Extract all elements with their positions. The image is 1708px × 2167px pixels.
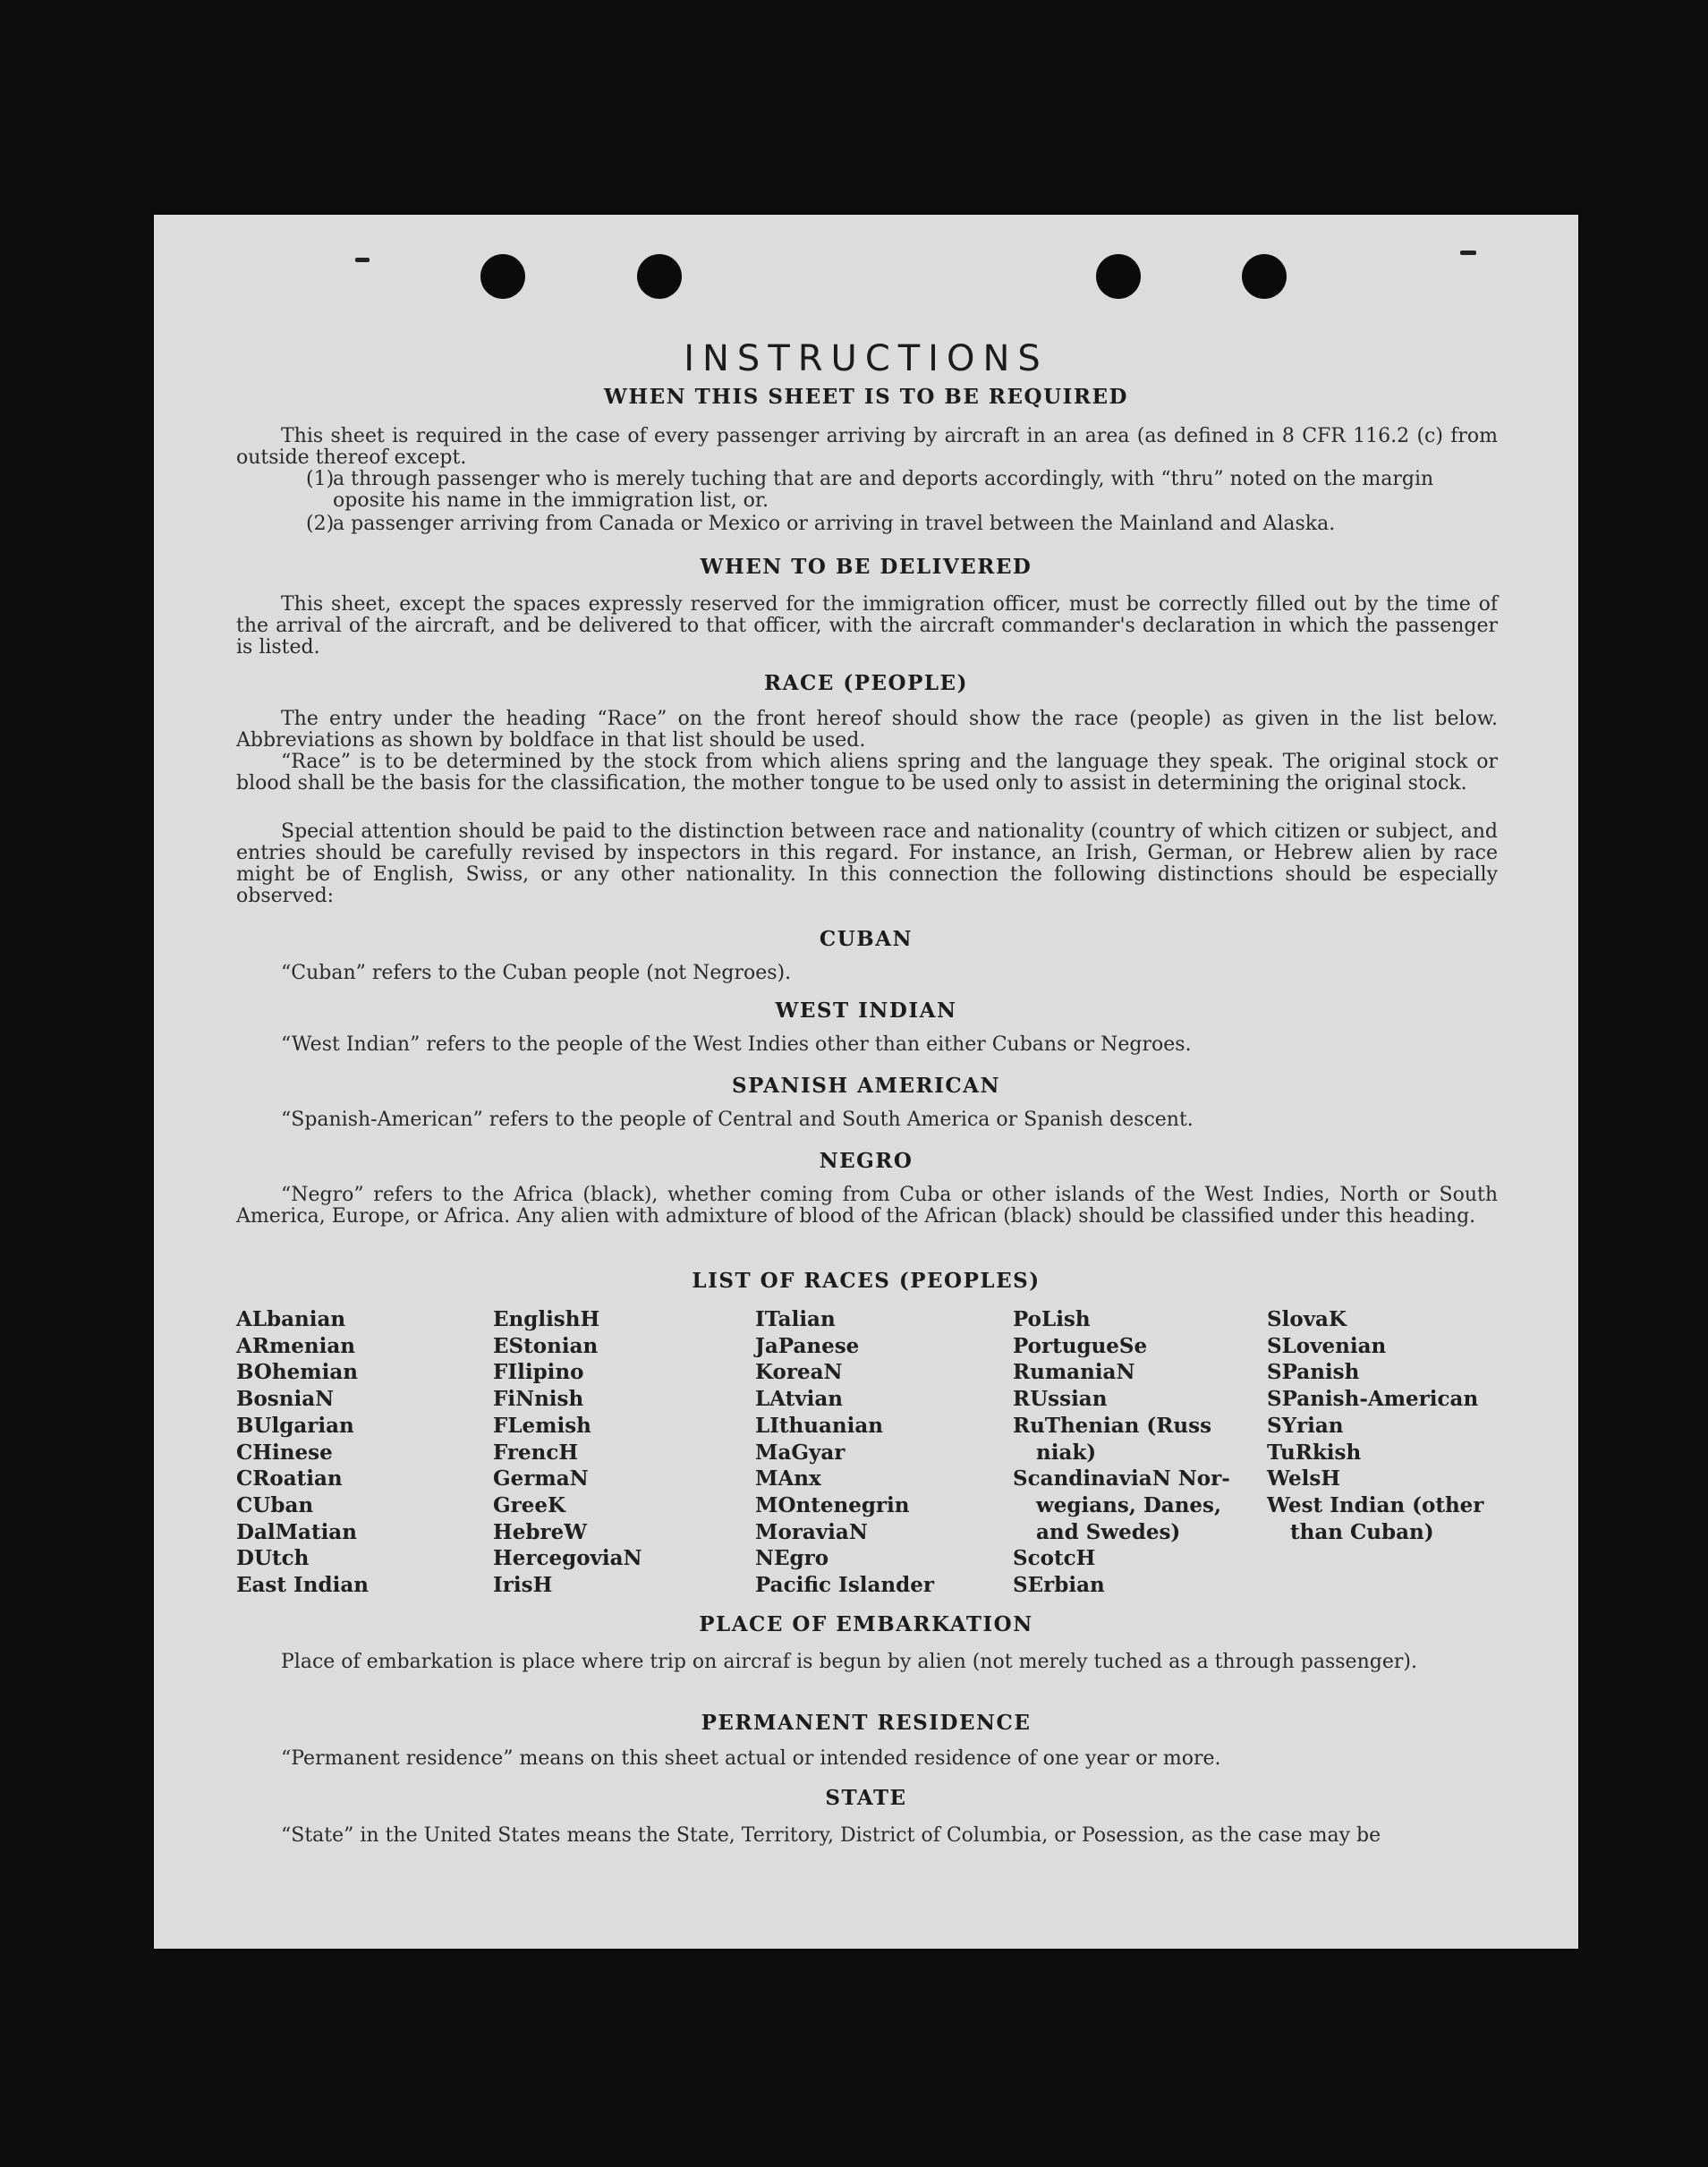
race-column: [236, 1306, 369, 1599]
paragraph-when-required: This sheet is required in the case of every passenger arriving by aircraft in an area (as defined in 8 CFR 116.2 (c) from outside thereof except.: [236, 425, 1498, 469]
list-item: SYrian: [1267, 1413, 1344, 1438]
list-item: SlovaK: [1267, 1307, 1347, 1331]
race-column: [1013, 1306, 1230, 1599]
paragraph-west-indian: “West Indian” refers to the people of the West Indies other than either Cubans or Negroes.: [281, 1033, 1192, 1056]
race-column: [755, 1306, 934, 1599]
list-item: than Cuban): [1290, 1519, 1434, 1544]
list-item: RumaniaN: [1013, 1360, 1135, 1385]
list-item: (1) a through passenger who is merely tuching that are and deports accordingly, with “thru” noted on the margin oposite his name in the immigration list, or.: [306, 468, 1434, 512]
list-item: and Swedes): [1036, 1519, 1181, 1544]
punch-hole: [1242, 254, 1287, 299]
list-item: MOntenegrin: [755, 1492, 910, 1517]
list-item: ARmenian: [236, 1333, 356, 1358]
list-item: East Indian: [236, 1573, 369, 1598]
list-item: ScandinaviaN Nor-: [1013, 1466, 1230, 1491]
page-title: INSTRUCTIONS: [684, 338, 1049, 379]
list-item: ALbanian: [236, 1307, 346, 1331]
list-item: FrencH: [493, 1440, 579, 1465]
list-item: SPanish-American: [1267, 1387, 1479, 1412]
paragraph-state: “State” in the United States means the State, Territory, District of Columbia, or Posession, as the case may be: [281, 1824, 1381, 1847]
paragraph-negro: “Negro” refers to the Africa (black), whether coming from Cuba or other islands of the West Indies, North or South America, Europe, or Africa. Any alien with admixture of blood of the African (black) should be classified under this heading.: [236, 1184, 1498, 1228]
list-item: SPanish: [1267, 1360, 1360, 1385]
list-item: HercegoviaN: [493, 1546, 642, 1571]
paragraph-race-3: Special attention should be paid to the distinction between race and nationality (country of which citizen or subject, and entries should be carefully revised by inspectors in this regard. For instance, an Irish, German, or Hebrew alien by race might be of English, Swiss, or any other nationality. In this connection the following distinctions should be especially observed:: [236, 820, 1498, 907]
list-item: PortugueSe: [1013, 1333, 1148, 1358]
heading-west-indian: WEST INDIAN: [775, 999, 957, 1023]
race-list: [236, 1306, 1507, 1602]
list-item: PoLish: [1013, 1307, 1091, 1331]
list-item: ITalian: [755, 1307, 836, 1331]
list-item: SErbian: [1013, 1573, 1105, 1598]
list-item: EnglishH: [493, 1307, 600, 1331]
list-item: Pacific Islander: [755, 1573, 934, 1598]
list-item: TuRkish: [1267, 1440, 1362, 1465]
paper-mark: [1460, 251, 1476, 255]
list-item: NEgro: [755, 1546, 829, 1571]
heading-embarkation: PLACE OF EMBARKATION: [699, 1612, 1033, 1636]
list-item: IrisH: [493, 1573, 553, 1598]
race-column: [493, 1306, 642, 1599]
list-item: EStonian: [493, 1333, 599, 1358]
list-item: DalMatian: [236, 1519, 357, 1544]
list-item: wegians, Danes,: [1036, 1492, 1221, 1517]
heading-when-required: WHEN THIS SHEET IS TO BE REQUIRED: [604, 385, 1128, 409]
list-item: WelsH: [1267, 1466, 1341, 1491]
heading-when-delivered: WHEN TO BE DELIVERED: [700, 555, 1032, 579]
list-item: DUtch: [236, 1546, 310, 1571]
list-item: niak): [1036, 1440, 1097, 1465]
punch-hole: [637, 254, 682, 299]
list-item: GermaN: [493, 1466, 589, 1491]
list-item: West Indian (other: [1267, 1492, 1484, 1517]
heading-negro: NEGRO: [819, 1149, 913, 1173]
list-item: FiNnish: [493, 1387, 584, 1412]
heading-state: STATE: [825, 1786, 907, 1810]
list-item: ScotcH: [1013, 1546, 1096, 1571]
list-item: JaPanese: [755, 1333, 860, 1358]
heading-spanish-american: SPANISH AMERICAN: [731, 1074, 1001, 1098]
list-item: RUssian: [1013, 1387, 1108, 1412]
list-item: MoraviaN: [755, 1519, 868, 1544]
list-item: SLovenian: [1267, 1333, 1387, 1358]
list-item: CHinese: [236, 1440, 333, 1465]
heading-list-of-races: LIST OF RACES (PEOPLES): [692, 1269, 1041, 1293]
list-item: BosniaN: [236, 1387, 335, 1412]
list-item: KoreaN: [755, 1360, 843, 1385]
list-item: FLemish: [493, 1413, 591, 1438]
paragraph-cuban: “Cuban” refers to the Cuban people (not Negroes).: [281, 962, 792, 984]
list-item: BOhemian: [236, 1360, 358, 1385]
list-item: MAnx: [755, 1466, 821, 1491]
paragraph-when-delivered: This sheet, except the spaces expressly reserved for the immigration officer, must be correctly filled out by the time of the arrival of the aircraft, and be delivered to that officer, with the aircraft commander's declaration in which the passenger is listed.: [236, 593, 1498, 659]
list-item: CUban: [236, 1492, 314, 1517]
punch-hole: [1096, 254, 1141, 299]
race-column: [1267, 1306, 1483, 1545]
instruction-sheet: [154, 215, 1578, 1949]
paragraph-spanish-american: “Spanish-American” refers to the people of Central and South America or Spanish descent.: [281, 1109, 1194, 1131]
paragraph-race-1: The entry under the heading “Race” on the front hereof should show the race (people) as given in the list below. Abbreviations as shown by boldface in that list should be used.: [236, 708, 1498, 752]
heading-cuban: CUBAN: [819, 927, 913, 951]
list-item: LAtvian: [755, 1387, 843, 1412]
list-item: GreeK: [493, 1492, 566, 1517]
list-item: MaGyar: [755, 1440, 846, 1465]
list-item: FIlipino: [493, 1360, 584, 1385]
list-item: LIthuanian: [755, 1413, 883, 1438]
list-item: BUlgarian: [236, 1413, 354, 1438]
heading-race: RACE (PEOPLE): [764, 671, 968, 695]
paragraph-race-2: “Race” is to be determined by the stock from which aliens spring and the language they speak. The original stock or blood shall be the basis for the classification, the mother tongue to be used only to assist in determining the original stock.: [236, 751, 1498, 795]
paragraph-permanent-residence: “Permanent residence” means on this sheet actual or intended residence of one year or more.: [281, 1747, 1221, 1770]
punch-hole: [480, 254, 525, 299]
paragraph-embarkation: Place of embarkation is place where trip on aircraf is begun by alien (not merely tuched as a through passenger).: [281, 1651, 1417, 1673]
heading-permanent-residence: PERMANENT RESIDENCE: [701, 1711, 1032, 1735]
list-item: RuThenian (Russ: [1013, 1413, 1212, 1438]
list-item: (2) a passenger arriving from Canada or Mexico or arriving in travel between the Mainland and Alaska.: [306, 513, 1336, 535]
list-item: HebreW: [493, 1519, 588, 1544]
paper-mark: [355, 258, 370, 262]
list-item: CRoatian: [236, 1466, 343, 1491]
